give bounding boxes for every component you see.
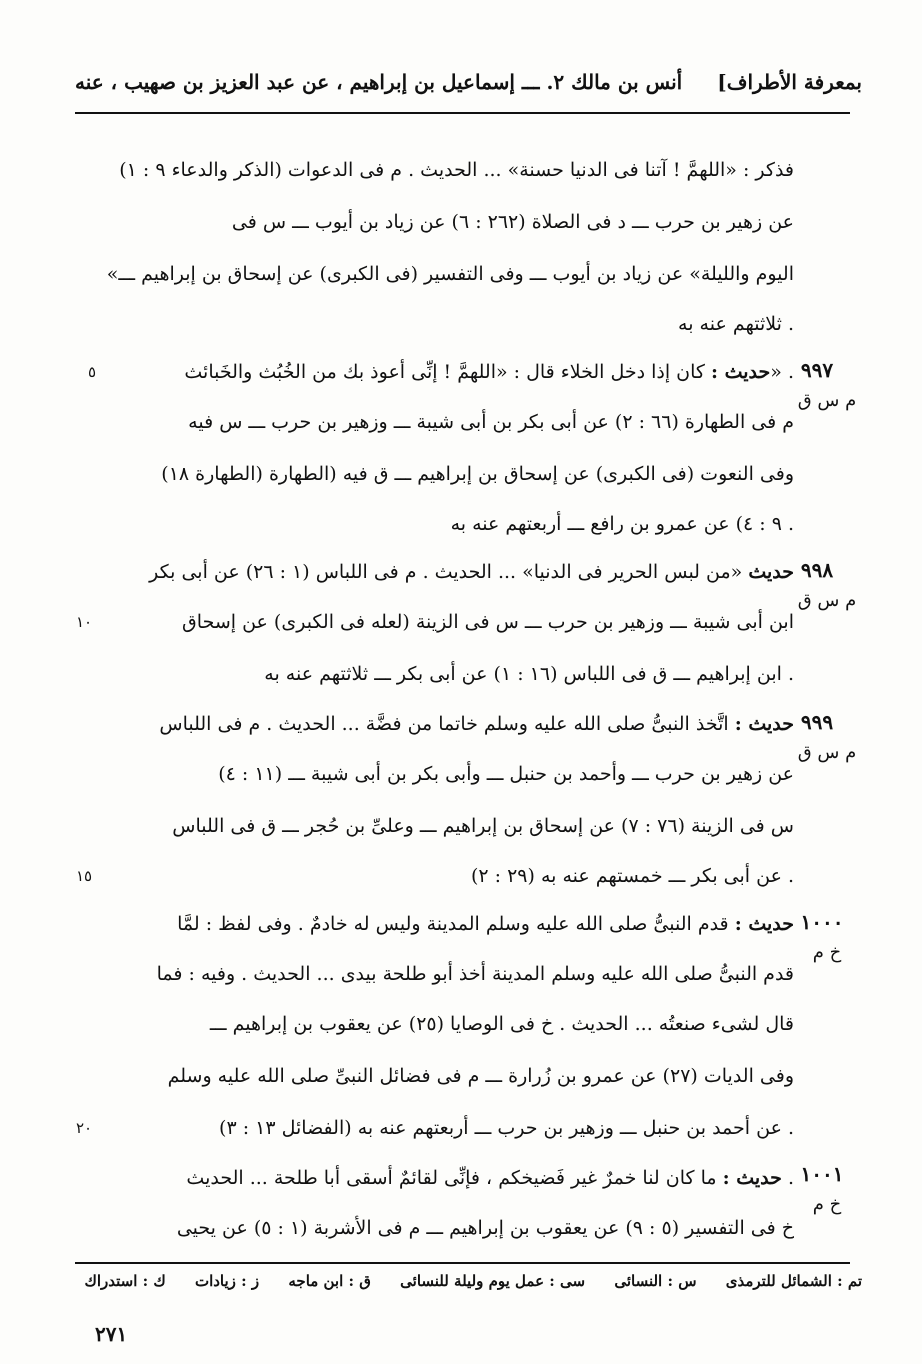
text-line: عن زهير بن حرب ـــ د فى الصلاة (٢٦٢ : ٦) عن زياد بن أيوب ـــ س فى: [231, 211, 794, 233]
text-line: وفى الديات (٢٧) عن عمرو بن زُرارة ـــ م فى فضائل النبىِّ صلى الله عليه وسلم: [167, 1065, 794, 1087]
abbreviation: تم : الشمائل للترمذى: [725, 1272, 862, 1290]
abbreviation: ز : زيادات: [194, 1272, 260, 1290]
hadith-line: حديث : ما كان لنا خمرٌ غير فَضيخكم ، فإنِّى لقائمٌ أسقى أبا طلحة ... الحديث .: [186, 1167, 794, 1189]
footer-rule: [75, 1262, 850, 1264]
entry-sigla: م س ق: [797, 742, 857, 763]
entry-sigla: خ م: [812, 942, 842, 963]
page-number: ٢٧١: [95, 1322, 128, 1346]
hadith-label: حديث :: [734, 913, 794, 935]
text-line: (الفضائل ١٣ : ٣) عن أحمد بن حنبل ـــ وزهير بن حرب ـــ أربعتهم عنه به .: [219, 1117, 794, 1139]
hadith-label: حديث :: [734, 713, 794, 735]
hadith-label: حديث: [748, 561, 794, 583]
entry-sigla: م س ق: [797, 590, 857, 611]
entry-number: ٩٩٨: [800, 558, 834, 582]
header-section-title: بمعرفة الأطراف]: [717, 70, 862, 94]
abbreviation: ق : ابن ماجه: [288, 1272, 371, 1290]
line-number: ٢٠: [76, 1119, 93, 1137]
line-number: ١٠: [76, 613, 93, 631]
text-line: (٢٩ : ٢) عن أبى بكر ـــ خمستهم عنه به .: [470, 865, 794, 887]
text-line: ابن إبراهيم ـــ ق فى اللباس (١٦ : ١) عن أبى بكر ـــ ثلاثتهم عنه به .: [264, 663, 794, 685]
abbreviation: س : النسائى: [614, 1272, 697, 1290]
header-chain-title: أنس بن مالك ٢. ـــ إسماعيل بن إبراهيم ، عن عبد العزيز بن صهيب ، عنه: [75, 70, 683, 94]
text-line: «اليوم والليلة» عن زياد بن أيوب ـــ وفى التفسير (فى الكبرى) عن إسحاق بن إبراهيم ـــ: [106, 263, 794, 285]
text-line: ٩ : ٤) عن عمرو بن رافع ـــ أربعتهم عنه به .: [450, 513, 794, 535]
entry-sigla: م س ق: [797, 390, 857, 411]
entry-number: ١٠٠٠: [800, 910, 844, 934]
text-line: قدم النبىُّ صلى الله عليه وسلم المدينة أخذ أبو طلحة بيدى ... الحديث . وفيه : فما: [156, 963, 794, 985]
text-line: م فى الطهارة (٦٦ : ٢) عن أبى بكر بن أبى شيبة ـــ وزهير بن حرب ـــ س فيه: [188, 411, 794, 433]
hadith-line: حديث : كان إذا دخل الخلاء قال : «اللهمَّ ! إنِّى أعوذ بك من الخُبُث والخَبائث» .: [184, 361, 794, 383]
line-number: ٥: [88, 363, 97, 381]
entry-number: ٩٩٧: [800, 358, 834, 382]
running-header: [75, 66, 862, 112]
hadith-line: حديث : اتَّخذ النبىُّ صلى الله عليه وسلم خاتما من فضَّة ... الحديث . م فى اللباس: [159, 713, 794, 735]
text-line: (الطهارة ١٨) وفى النعوت (فى الكبرى) عن إسحاق بن إبراهيم ـــ ق فيه (الطهارة: [161, 463, 794, 485]
entry-sigla: خ م: [812, 1194, 842, 1215]
text-line: خ فى التفسير (٥ : ٩) عن يعقوب بن إبراهيم ـــ م فى الأشربة (١ : ٥) عن يحيى: [176, 1217, 794, 1239]
abbreviations-key: [75, 1272, 862, 1302]
hadith-label: حديث :: [722, 1167, 782, 1189]
text-line: فذكر : «اللهمَّ ! آتنا فى الدنيا حسنة» ... الحديث . م فى الدعوات (الذكر والدعاء ٩ : ١): [119, 159, 794, 181]
hadith-label: حديث :: [710, 361, 771, 383]
abbreviation: ك : استدراك: [84, 1272, 166, 1290]
entry-number: ٩٩٩: [800, 710, 834, 734]
header-rule: [75, 112, 850, 114]
text-line: س فى الزينة (٧٦ : ٧) عن إسحاق بن إبراهيم ـــ وعلىِّ بن حُجر ـــ ق فى اللباس: [172, 815, 794, 837]
entry-number: ١٠٠١: [800, 1162, 844, 1186]
text-line: ثلاثتهم عنه به .: [678, 313, 794, 335]
abbreviation: سى : عمل يوم وليلة للنسائى: [400, 1272, 586, 1290]
text-line: قال لشىء صنعتُه ... الحديث . خ فى الوصايا (٢٥) عن يعقوب بن إبراهيم ـــ: [209, 1013, 794, 1035]
text-line: ابن أبى شيبة ـــ وزهير بن حرب ـــ س فى الزينة (لعله فى الكبرى) عن إسحاق: [182, 611, 794, 633]
hadith-line: حديث : قدم النبىُّ صلى الله عليه وسلم المدينة وليس له خادمٌ . وفى لفظ : لمَّا: [177, 913, 794, 935]
hadith-line: حديث «من لبس الحرير فى الدنيا» ... الحديث . م فى اللباس (١ : ٢٦) عن أبى بكر: [149, 561, 794, 583]
line-number: ١٥: [76, 867, 93, 885]
text-line: (١١ : ٤) عن زهير بن حرب ـــ وأحمد بن حنبل ـــ وأبى بكر بن أبى شيبة ـــ: [218, 763, 794, 785]
